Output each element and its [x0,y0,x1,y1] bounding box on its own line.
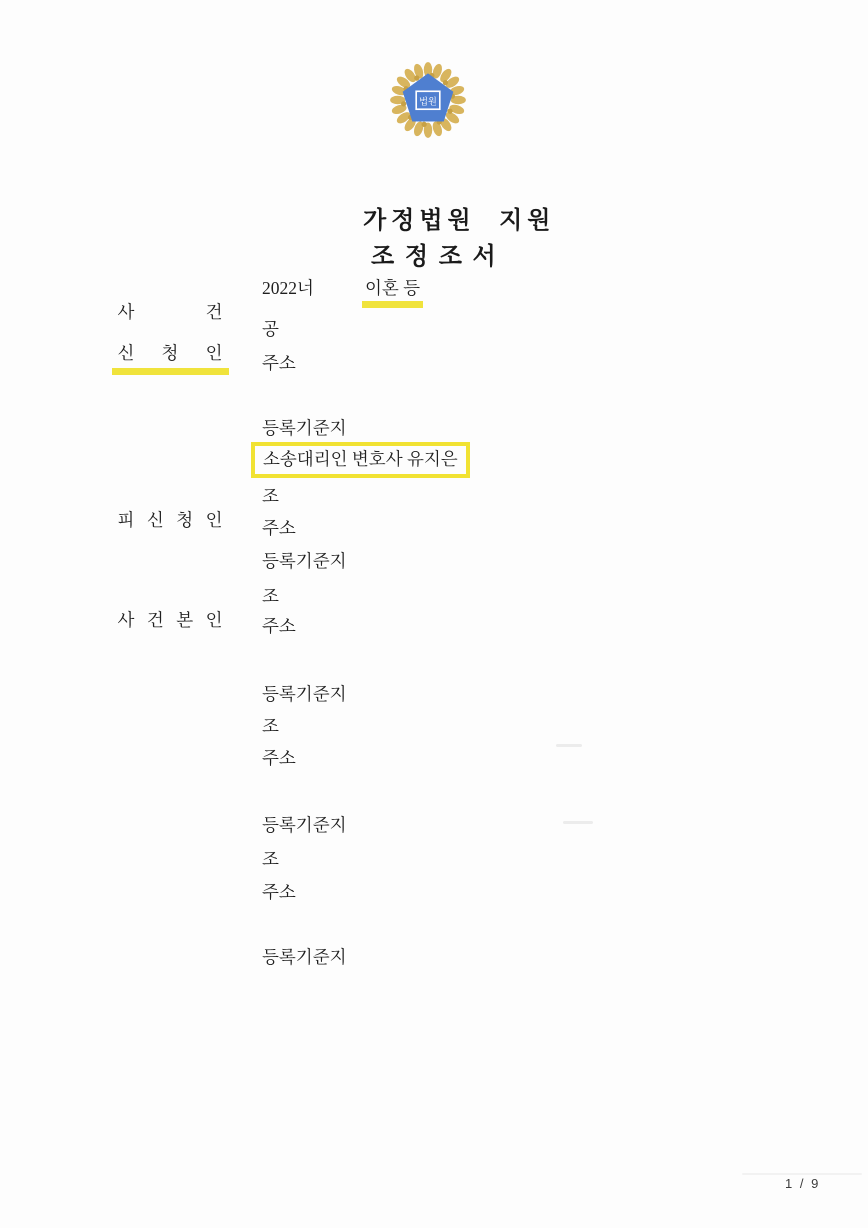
counsel-row [100,449,458,473]
respondent-name: 조 [262,486,279,506]
case-name-highlighted: 이혼 등 [362,276,423,308]
scan-artifact [563,821,593,824]
registered-domicile-label: 등록기준지 [262,947,347,967]
subject2-name-row [100,714,279,738]
subject1-domicile-row [100,682,347,706]
address-label: 주소 [262,748,296,768]
subject2-address-row [100,746,296,770]
case-number: 2022너 [262,278,314,298]
respondent-row [100,484,279,530]
address-label: 주소 [262,616,296,636]
subject2-domicile-row [100,813,347,837]
registered-domicile-label: 등록기준지 [262,815,347,835]
scan-artifact [742,1173,862,1175]
petitioner-name: 공 [262,319,279,339]
page-number: 1 / 9 [785,1176,821,1191]
registered-domicile-label: 등록기준지 [262,551,347,571]
case-subject-label: 사 건 본 인 [117,610,223,630]
subject3-domicile-row [100,945,347,969]
subject-name: 조 [262,849,279,869]
case-row [100,276,421,322]
petitioner-label-highlighted: 신 청 인 [112,341,229,375]
case-subject-name: 조 [262,586,279,606]
document-title-type: 조 정 조 서 [371,243,498,270]
address-label: 주소 [262,882,296,902]
scan-artifact [556,744,582,747]
petitioner-domicile-row [100,416,347,440]
subject3-name-row [100,847,279,871]
address-label: 주소 [262,353,296,373]
petitioner-row [100,317,279,363]
registered-domicile-label: 등록기준지 [262,684,347,704]
document-title-court: 가정법원 지원 [363,207,556,234]
address-label: 주소 [262,518,296,538]
respondent-domicile-row [100,549,347,573]
court-emblem-icon [389,61,467,139]
respondent-label: 피 신 청 인 [117,510,223,530]
counsel-name-boxed: 소송대리인 변호사 유지은 [251,442,470,478]
case-label: 사 건 [117,302,223,322]
emblem-text: 법원 [419,96,437,107]
subject3-address-row [100,880,296,904]
subject-name: 조 [262,716,279,736]
registered-domicile-label: 등록기준지 [262,418,347,438]
case-subject-row [100,584,279,630]
